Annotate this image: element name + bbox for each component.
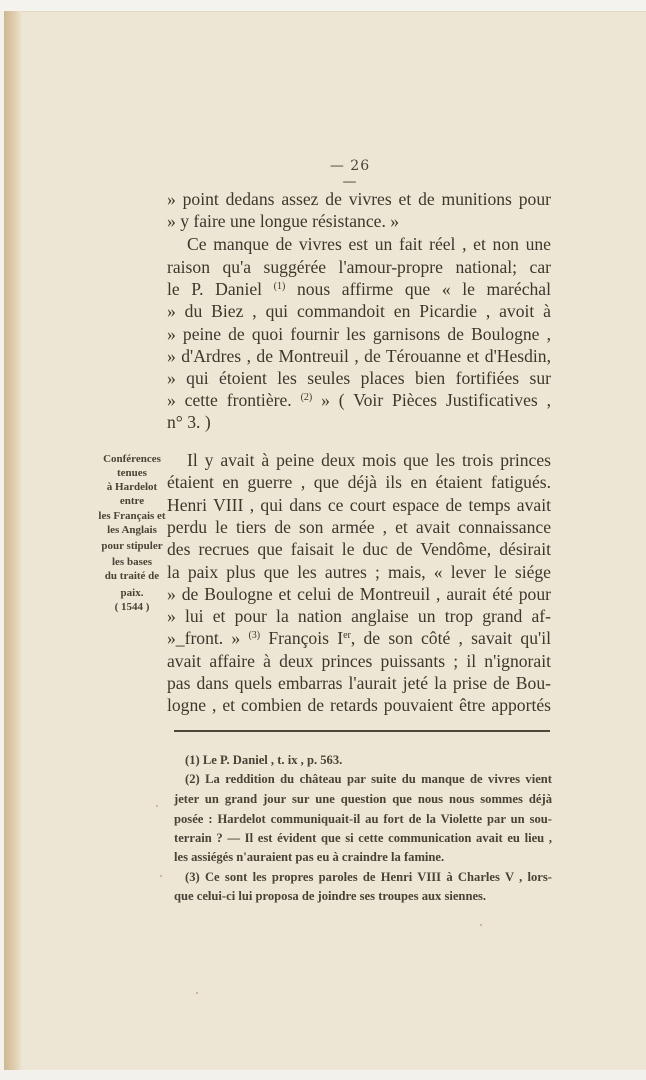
margin-note-line: les Anglais (107, 524, 157, 536)
margin-note-line: du traité de (104, 570, 160, 582)
paper-speck (196, 992, 198, 994)
footnote-line: (1) Le P. Daniel , t. ix , p. 563. (185, 753, 343, 767)
body-line: » y faire une longue résistance. » (167, 211, 400, 231)
body-line: pas dans quels embarras l'aurait jeté la prise de Bou- (167, 673, 551, 693)
body-line: perdu le tiers de son armée , et avait connaissance (167, 517, 551, 537)
page-number: — 26 — (329, 158, 371, 190)
footnote-ref-2[interactable]: (2) (300, 392, 313, 403)
footnote-line: (2) La reddition du château par suite du manque de vivres vient (185, 772, 552, 786)
paper-speck (160, 875, 162, 877)
body-line (167, 389, 551, 411)
body-line: Il y avait à peine deux mois que les trois princes (187, 450, 551, 470)
footnote-line: jeter un grand jour sur une question que nous nous sommes déjà (174, 792, 552, 806)
margin-note-line: paix. (120, 587, 144, 599)
body-line: la paix plus que les autres ; mais, « lever le siége (167, 562, 551, 582)
margin-note-line: tenues (117, 467, 147, 479)
margin-note-line: pour stipuler (101, 540, 163, 552)
body-line: » du Biez , qui commandoit en Picardie , avoit à (167, 301, 551, 321)
body-text-span: , de son côté , savait qu'il (350, 628, 551, 648)
body-line: » lui et pour la nation anglaise un trop grand af- (167, 606, 551, 626)
body-text-span: François I (268, 628, 344, 648)
body-text-span: nous affirme que « le maréchal (296, 279, 552, 299)
body-line: » qui étoient les seules places bien fortifiées sur (167, 368, 551, 388)
footnote-line: (3) Ce sont les propres paroles de Henri VIII à Charles V , lors- (185, 870, 552, 884)
footnote-ref-3[interactable]: (3) (248, 630, 261, 641)
body-line: raison qu'a suggérée l'amour-propre national; car (167, 257, 551, 277)
scan-bottom-margin (0, 1070, 646, 1080)
body-line: » d'Ardres , de Montreuil , de Térouanne et d'Hesdin, (167, 346, 551, 366)
body-text-span: » ( Voir Pièces Justificatives , (321, 390, 551, 410)
footnote-line: terrain ? — Il est évident que si cette communication avait eu lieu , (174, 831, 552, 845)
footnote-line: les assiégés n'auraient pas eu à craindre la famine. (174, 850, 445, 864)
body-line: » point dedans assez de vivres et de munitions pour (167, 189, 551, 209)
body-line: des recrues que faisait le duc de Vendôme, désirait (167, 539, 551, 559)
body-line (167, 278, 551, 300)
body-line (167, 627, 551, 649)
margin-note-line: à Hardelot (106, 481, 158, 493)
paper-speck (480, 924, 482, 926)
body-text-span: le P. Daniel (167, 279, 263, 299)
body-line: avait affaire à deux princes puissants ; il n'ignorait (167, 651, 551, 671)
page-spine-edge (4, 11, 17, 1070)
footnote-ref-1[interactable]: (1) (273, 281, 286, 292)
margin-note-line: entre (119, 495, 145, 507)
body-line: logne , et combien de retards pouvaient être apportés (167, 695, 551, 715)
margin-note-line: ( 1544 ) (114, 601, 150, 613)
margin-note-line: Conférences (103, 453, 161, 465)
page-gutter-shadow (17, 11, 22, 1070)
body-line: Ce manque de vivres est un fait réel , et non une (187, 234, 551, 254)
body-line: n° 3. ) (167, 412, 211, 432)
margin-note-line: les bases (111, 556, 153, 568)
footnote-line: posée : Hardelot communiquait-il au fort de la Violette par un sou- (174, 812, 552, 826)
body-line: » de Boulogne et celui de Montreuil , aurait été pour (167, 584, 551, 604)
footnote-line: que celui-ci lui proposa de joindre ses troupes aux siennes. (174, 889, 487, 903)
body-line: » peine de quoi fournir les garnisons de Boulogne , (167, 324, 551, 344)
footnote-separator-rule (174, 730, 550, 732)
paper-speck (156, 805, 158, 807)
superscript-er: er (343, 630, 351, 641)
body-line: étaient en guerre , que déjà ils en étaient fatigués. (167, 472, 551, 492)
body-line: Henri VIII , qui dans ce court espace de temps avait (167, 495, 551, 515)
margin-note-line: les Français et (98, 510, 166, 522)
body-text-span: » cette frontière. (167, 390, 292, 410)
body-text-span: »_front. » (167, 628, 241, 648)
